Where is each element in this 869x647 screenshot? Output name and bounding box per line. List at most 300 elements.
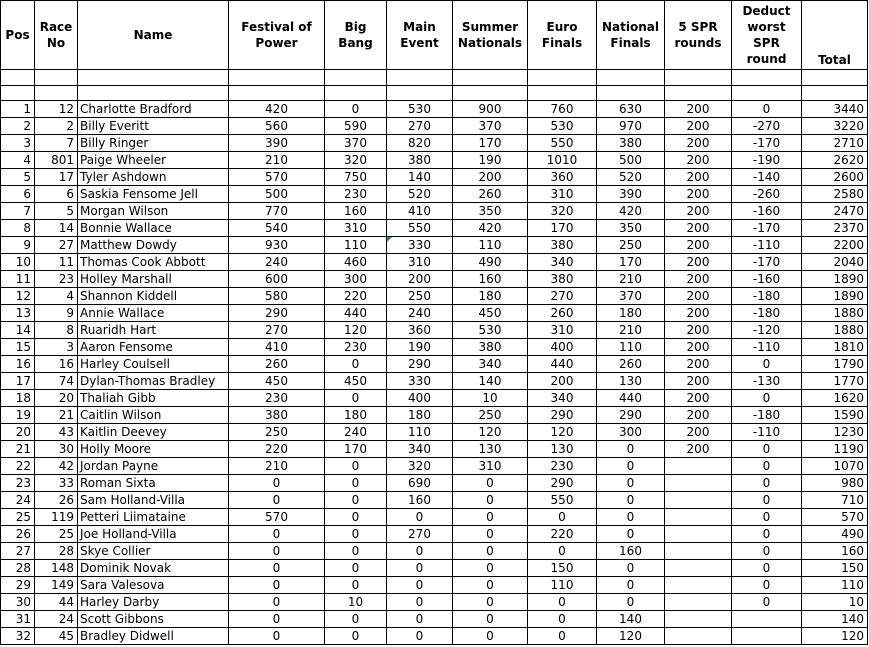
race-no-cell: 33 [35, 475, 78, 492]
big-bang-cell: 440 [325, 305, 387, 322]
pos-cell: 19 [1, 407, 35, 424]
spr-rounds-cell [665, 458, 732, 475]
festival-of-power-cell: 240 [229, 254, 325, 271]
header-national-finals: National Finals [597, 1, 665, 70]
pos-cell: 26 [1, 526, 35, 543]
big-bang-cell: 0 [325, 526, 387, 543]
table-row [1, 441, 868, 458]
national-finals-cell: 0 [597, 458, 665, 475]
deduct-cell: 0 [732, 594, 802, 611]
spacer-row [1, 70, 868, 86]
summer-nationals-cell: 0 [453, 543, 528, 560]
big-bang-cell: 310 [325, 220, 387, 237]
deduct-cell: -170 [732, 220, 802, 237]
pos-cell: 2 [1, 118, 35, 135]
euro-finals-cell: 1010 [528, 152, 597, 169]
table-row [1, 373, 868, 390]
summer-nationals-cell: 260 [453, 186, 528, 203]
national-finals-cell: 970 [597, 118, 665, 135]
main-event-cell: 530 [387, 101, 453, 118]
name-cell: Tyler Ashdown [78, 169, 229, 186]
big-bang-cell: 0 [325, 390, 387, 407]
deduct-cell: 0 [732, 356, 802, 373]
spr-rounds-cell: 200 [665, 356, 732, 373]
total-cell: 2200 [802, 237, 868, 254]
spr-rounds-cell [665, 560, 732, 577]
race-no-cell: 28 [35, 543, 78, 560]
total-cell: 140 [802, 611, 868, 628]
big-bang-cell: 460 [325, 254, 387, 271]
header-row [1, 1, 868, 70]
deduct-cell: -140 [732, 169, 802, 186]
national-finals-cell: 0 [597, 526, 665, 543]
main-event-cell: 290 [387, 356, 453, 373]
total-cell: 1620 [802, 390, 868, 407]
pos-cell: 10 [1, 254, 35, 271]
table-row [1, 543, 868, 560]
summer-nationals-cell: 900 [453, 101, 528, 118]
big-bang-cell: 0 [325, 475, 387, 492]
summer-nationals-cell: 140 [453, 373, 528, 390]
header-spr-rounds: 5 SPR rounds [665, 1, 732, 70]
euro-finals-cell: 760 [528, 101, 597, 118]
national-finals-cell: 380 [597, 135, 665, 152]
race-no-cell: 45 [35, 628, 78, 645]
total-cell: 1890 [802, 288, 868, 305]
table-row [1, 560, 868, 577]
national-finals-cell: 290 [597, 407, 665, 424]
deduct-cell: 0 [732, 509, 802, 526]
spr-rounds-cell: 200 [665, 237, 732, 254]
main-event-cell: 0 [387, 611, 453, 628]
race-no-cell: 3 [35, 339, 78, 356]
total-cell: 710 [802, 492, 868, 509]
pos-cell: 17 [1, 373, 35, 390]
festival-of-power-cell: 570 [229, 509, 325, 526]
big-bang-cell: 300 [325, 271, 387, 288]
euro-finals-cell: 290 [528, 407, 597, 424]
euro-finals-cell: 380 [528, 271, 597, 288]
table-row [1, 186, 868, 203]
pos-cell: 28 [1, 560, 35, 577]
deduct-cell: -170 [732, 135, 802, 152]
name-cell: Charlotte Bradford [78, 101, 229, 118]
national-finals-cell: 130 [597, 373, 665, 390]
main-event-cell: 310 [387, 254, 453, 271]
race-no-cell: 4 [35, 288, 78, 305]
table-row [1, 492, 868, 509]
table-row [1, 220, 868, 237]
table-row [1, 594, 868, 611]
table-row [1, 390, 868, 407]
festival-of-power-cell: 0 [229, 611, 325, 628]
name-cell: Thomas Cook Abbott [78, 254, 229, 271]
big-bang-cell: 370 [325, 135, 387, 152]
table-row [1, 254, 868, 271]
race-no-cell: 9 [35, 305, 78, 322]
deduct-cell: -260 [732, 186, 802, 203]
spr-rounds-cell [665, 594, 732, 611]
total-cell: 3220 [802, 118, 868, 135]
table-row [1, 458, 868, 475]
table-row [1, 203, 868, 220]
summer-nationals-cell: 380 [453, 339, 528, 356]
spr-rounds-cell: 200 [665, 424, 732, 441]
name-cell: Billy Everitt [78, 118, 229, 135]
deduct-cell [732, 611, 802, 628]
festival-of-power-cell: 580 [229, 288, 325, 305]
big-bang-cell: 0 [325, 101, 387, 118]
festival-of-power-cell: 230 [229, 390, 325, 407]
euro-finals-cell: 290 [528, 475, 597, 492]
spr-rounds-cell [665, 611, 732, 628]
total-cell: 1770 [802, 373, 868, 390]
festival-of-power-cell: 220 [229, 441, 325, 458]
festival-of-power-cell: 270 [229, 322, 325, 339]
main-event-cell: 0 [387, 628, 453, 645]
name-cell: Roman Sixta [78, 475, 229, 492]
summer-nationals-cell: 160 [453, 271, 528, 288]
national-finals-cell: 120 [597, 628, 665, 645]
deduct-cell: 0 [732, 101, 802, 118]
summer-nationals-cell: 0 [453, 560, 528, 577]
race-no-cell: 149 [35, 577, 78, 594]
pos-cell: 23 [1, 475, 35, 492]
national-finals-cell: 350 [597, 220, 665, 237]
spr-rounds-cell [665, 475, 732, 492]
pos-cell: 14 [1, 322, 35, 339]
table-row [1, 509, 868, 526]
spr-rounds-cell: 200 [665, 271, 732, 288]
spr-rounds-cell: 200 [665, 152, 732, 169]
festival-of-power-cell: 450 [229, 373, 325, 390]
name-cell: Scott Gibbons [78, 611, 229, 628]
summer-nationals-cell: 170 [453, 135, 528, 152]
race-no-cell: 14 [35, 220, 78, 237]
table-row [1, 271, 868, 288]
deduct-cell: -110 [732, 237, 802, 254]
pos-cell: 31 [1, 611, 35, 628]
main-event-cell: 0 [387, 560, 453, 577]
spr-rounds-cell [665, 543, 732, 560]
main-event-cell: 550 [387, 220, 453, 237]
spr-rounds-cell: 200 [665, 135, 732, 152]
name-cell: Thaliah Gibb [78, 390, 229, 407]
euro-finals-cell: 440 [528, 356, 597, 373]
main-event-cell: 270 [387, 526, 453, 543]
race-no-cell: 801 [35, 152, 78, 169]
race-no-cell: 11 [35, 254, 78, 271]
national-finals-cell: 110 [597, 339, 665, 356]
national-finals-cell: 260 [597, 356, 665, 373]
race-no-cell: 119 [35, 509, 78, 526]
race-no-cell: 8 [35, 322, 78, 339]
big-bang-cell: 240 [325, 424, 387, 441]
main-event-cell: 200 [387, 271, 453, 288]
name-cell: Annie Wallace [78, 305, 229, 322]
national-finals-cell: 210 [597, 271, 665, 288]
festival-of-power-cell: 380 [229, 407, 325, 424]
deduct-cell: -170 [732, 254, 802, 271]
race-no-cell: 12 [35, 101, 78, 118]
name-cell: Caitlin Wilson [78, 407, 229, 424]
main-event-cell: 340 [387, 441, 453, 458]
deduct-cell: -120 [732, 322, 802, 339]
big-bang-cell: 230 [325, 339, 387, 356]
national-finals-cell: 370 [597, 288, 665, 305]
pos-cell: 15 [1, 339, 35, 356]
main-event-cell: 190 [387, 339, 453, 356]
summer-nationals-cell: 0 [453, 509, 528, 526]
national-finals-cell: 0 [597, 560, 665, 577]
big-bang-cell: 0 [325, 543, 387, 560]
deduct-cell: -110 [732, 339, 802, 356]
spr-rounds-cell: 200 [665, 441, 732, 458]
main-event-cell: 330 [387, 237, 453, 254]
euro-finals-cell: 0 [528, 543, 597, 560]
deduct-cell: 0 [732, 543, 802, 560]
main-event-cell: 0 [387, 509, 453, 526]
total-cell: 1590 [802, 407, 868, 424]
race-no-cell: 42 [35, 458, 78, 475]
pos-cell: 29 [1, 577, 35, 594]
main-event-cell: 240 [387, 305, 453, 322]
name-cell: Holley Marshall [78, 271, 229, 288]
race-no-cell: 30 [35, 441, 78, 458]
festival-of-power-cell: 250 [229, 424, 325, 441]
festival-of-power-cell: 930 [229, 237, 325, 254]
name-cell: Saskia Fensome Jell [78, 186, 229, 203]
euro-finals-cell: 380 [528, 237, 597, 254]
pos-cell: 11 [1, 271, 35, 288]
name-cell: Skye Collier [78, 543, 229, 560]
table-row [1, 322, 868, 339]
name-cell: Kaitlin Deevey [78, 424, 229, 441]
national-finals-cell: 160 [597, 543, 665, 560]
festival-of-power-cell: 420 [229, 101, 325, 118]
spr-rounds-cell: 200 [665, 101, 732, 118]
national-finals-cell: 0 [597, 577, 665, 594]
pos-cell: 25 [1, 509, 35, 526]
summer-nationals-cell: 250 [453, 407, 528, 424]
name-cell: Harley Darby [78, 594, 229, 611]
pos-cell: 6 [1, 186, 35, 203]
summer-nationals-cell: 180 [453, 288, 528, 305]
deduct-cell: -180 [732, 288, 802, 305]
pos-cell: 22 [1, 458, 35, 475]
race-no-cell: 2 [35, 118, 78, 135]
euro-finals-cell: 310 [528, 322, 597, 339]
total-cell: 1880 [802, 322, 868, 339]
total-cell: 1070 [802, 458, 868, 475]
pos-cell: 32 [1, 628, 35, 645]
euro-finals-cell: 0 [528, 509, 597, 526]
national-finals-cell: 630 [597, 101, 665, 118]
total-cell: 2600 [802, 169, 868, 186]
spr-rounds-cell [665, 526, 732, 543]
main-event-cell: 410 [387, 203, 453, 220]
table-row [1, 356, 868, 373]
main-event-cell: 330 [387, 373, 453, 390]
big-bang-cell: 590 [325, 118, 387, 135]
main-event-cell: 110 [387, 424, 453, 441]
main-event-cell: 520 [387, 186, 453, 203]
euro-finals-cell: 200 [528, 373, 597, 390]
race-no-cell: 17 [35, 169, 78, 186]
race-no-cell: 21 [35, 407, 78, 424]
summer-nationals-cell: 530 [453, 322, 528, 339]
pos-cell: 30 [1, 594, 35, 611]
pos-cell: 3 [1, 135, 35, 152]
pos-cell: 27 [1, 543, 35, 560]
main-event-cell: 320 [387, 458, 453, 475]
national-finals-cell: 170 [597, 254, 665, 271]
summer-nationals-cell: 350 [453, 203, 528, 220]
deduct-cell: -180 [732, 407, 802, 424]
name-cell: Aaron Fensome [78, 339, 229, 356]
summer-nationals-cell: 420 [453, 220, 528, 237]
name-cell: Matthew Dowdy [78, 237, 229, 254]
summer-nationals-cell: 120 [453, 424, 528, 441]
total-cell: 1190 [802, 441, 868, 458]
total-cell: 2470 [802, 203, 868, 220]
national-finals-cell: 420 [597, 203, 665, 220]
spacer-row [1, 86, 868, 101]
festival-of-power-cell: 210 [229, 458, 325, 475]
race-no-cell: 74 [35, 373, 78, 390]
deduct-cell: -190 [732, 152, 802, 169]
euro-finals-cell: 0 [528, 611, 597, 628]
summer-nationals-cell: 0 [453, 577, 528, 594]
deduct-cell: -130 [732, 373, 802, 390]
name-cell: Paige Wheeler [78, 152, 229, 169]
table-row [1, 339, 868, 356]
deduct-cell [732, 628, 802, 645]
table-row [1, 305, 868, 322]
pos-cell: 5 [1, 169, 35, 186]
euro-finals-cell: 170 [528, 220, 597, 237]
euro-finals-cell: 270 [528, 288, 597, 305]
big-bang-cell: 0 [325, 492, 387, 509]
name-cell: Petteri Liimataine [78, 509, 229, 526]
race-no-cell: 27 [35, 237, 78, 254]
name-cell: Sam Holland-Villa [78, 492, 229, 509]
summer-nationals-cell: 340 [453, 356, 528, 373]
main-event-cell: 160 [387, 492, 453, 509]
big-bang-cell: 320 [325, 152, 387, 169]
big-bang-cell: 0 [325, 611, 387, 628]
spr-rounds-cell: 200 [665, 373, 732, 390]
header-main-event: Main Event [387, 1, 453, 70]
total-cell: 110 [802, 577, 868, 594]
festival-of-power-cell: 260 [229, 356, 325, 373]
total-cell: 1810 [802, 339, 868, 356]
summer-nationals-cell: 0 [453, 594, 528, 611]
big-bang-cell: 0 [325, 577, 387, 594]
name-cell: Jordan Payne [78, 458, 229, 475]
euro-finals-cell: 260 [528, 305, 597, 322]
table-row [1, 611, 868, 628]
spr-rounds-cell: 200 [665, 203, 732, 220]
race-no-cell: 20 [35, 390, 78, 407]
deduct-cell: -160 [732, 203, 802, 220]
summer-nationals-cell: 130 [453, 441, 528, 458]
national-finals-cell: 0 [597, 509, 665, 526]
total-cell: 2040 [802, 254, 868, 271]
table-row [1, 526, 868, 543]
table-row [1, 407, 868, 424]
national-finals-cell: 210 [597, 322, 665, 339]
big-bang-cell: 10 [325, 594, 387, 611]
total-cell: 1790 [802, 356, 868, 373]
pos-cell: 1 [1, 101, 35, 118]
total-cell: 490 [802, 526, 868, 543]
race-no-cell: 5 [35, 203, 78, 220]
name-cell: Bradley Didwell [78, 628, 229, 645]
deduct-cell: -110 [732, 424, 802, 441]
summer-nationals-cell: 450 [453, 305, 528, 322]
euro-finals-cell: 130 [528, 441, 597, 458]
deduct-cell: 0 [732, 577, 802, 594]
total-cell: 160 [802, 543, 868, 560]
race-no-cell: 43 [35, 424, 78, 441]
main-event-cell: 820 [387, 135, 453, 152]
big-bang-cell: 160 [325, 203, 387, 220]
name-cell: Ruaridh Hart [78, 322, 229, 339]
national-finals-cell: 520 [597, 169, 665, 186]
pos-cell: 20 [1, 424, 35, 441]
national-finals-cell: 300 [597, 424, 665, 441]
header-summer-nationals: Summer Nationals [453, 1, 528, 70]
national-finals-cell: 0 [597, 492, 665, 509]
spr-rounds-cell [665, 492, 732, 509]
table-row [1, 118, 868, 135]
summer-nationals-cell: 0 [453, 475, 528, 492]
race-no-cell: 6 [35, 186, 78, 203]
table-row [1, 169, 868, 186]
main-event-cell: 360 [387, 322, 453, 339]
deduct-cell: 0 [732, 526, 802, 543]
festival-of-power-cell: 770 [229, 203, 325, 220]
festival-of-power-cell: 0 [229, 475, 325, 492]
summer-nationals-cell: 110 [453, 237, 528, 254]
spr-rounds-cell: 200 [665, 118, 732, 135]
summer-nationals-cell: 490 [453, 254, 528, 271]
deduct-cell: 0 [732, 458, 802, 475]
euro-finals-cell: 340 [528, 254, 597, 271]
header-deduct-worst: Deduct worst SPR round [732, 1, 802, 70]
summer-nationals-cell: 200 [453, 169, 528, 186]
main-event-cell: 180 [387, 407, 453, 424]
header-name: Name [78, 1, 229, 70]
festival-of-power-cell: 390 [229, 135, 325, 152]
main-event-cell: 250 [387, 288, 453, 305]
national-finals-cell: 0 [597, 594, 665, 611]
main-event-cell: 0 [387, 594, 453, 611]
euro-finals-cell: 120 [528, 424, 597, 441]
euro-finals-cell: 400 [528, 339, 597, 356]
national-finals-cell: 0 [597, 475, 665, 492]
total-cell: 120 [802, 628, 868, 645]
pos-cell: 7 [1, 203, 35, 220]
name-cell: Sara Valesova [78, 577, 229, 594]
big-bang-cell: 170 [325, 441, 387, 458]
name-cell: Dylan-Thomas Bradley [78, 373, 229, 390]
national-finals-cell: 0 [597, 441, 665, 458]
table-row [1, 101, 868, 118]
big-bang-cell: 230 [325, 186, 387, 203]
spr-rounds-cell: 200 [665, 339, 732, 356]
